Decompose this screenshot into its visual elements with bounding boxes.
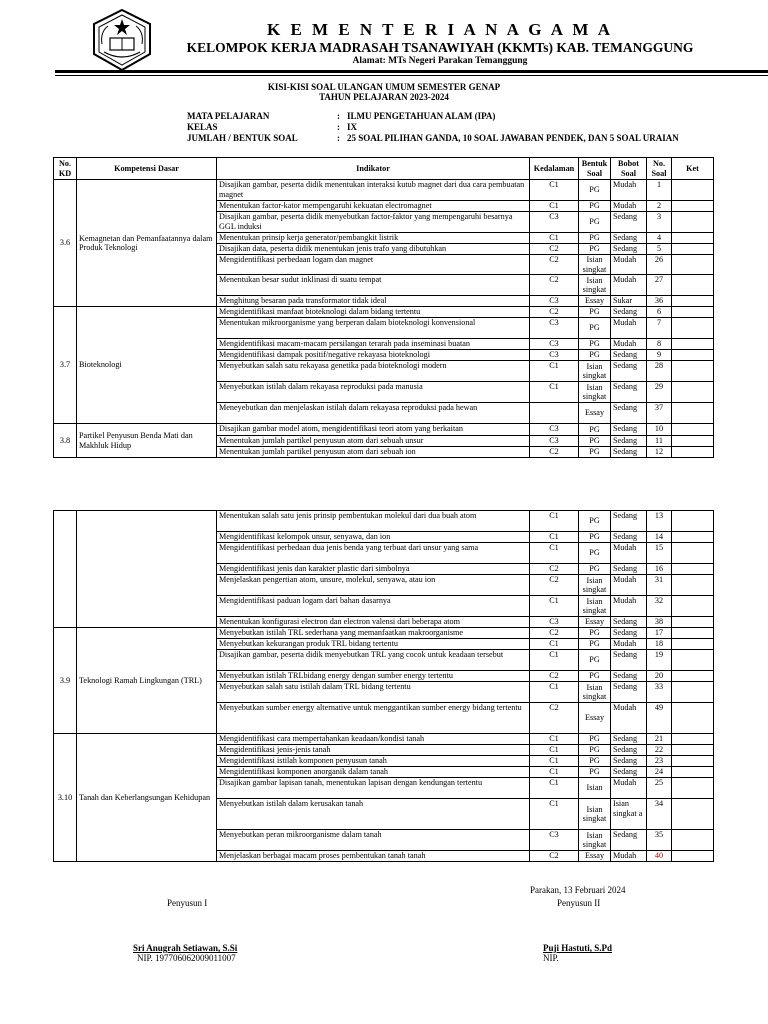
weight-cell: Sedang [611,382,647,403]
meta-label: KELAS [187,122,218,132]
note-cell [672,543,714,564]
question-number-cell: 27 [647,275,672,296]
note-cell [672,447,714,458]
indicator-cell: Menentukan factor-kator mempengaruhi kekuatan electromagnet [217,201,530,212]
depth-cell: C3 [530,830,579,851]
question-number-cell: 19 [647,650,672,671]
note-cell [672,851,714,862]
form-cell: PG [579,564,611,575]
indicator-cell: Disajikan gambar, peserta didik menentukan interaksi kutub magnet dari dua cara pembuatan magnet [217,180,530,201]
question-number-cell: 17 [647,628,672,639]
form-cell: PG [579,436,611,447]
meta-colon: : [337,111,340,121]
blueprint-table-1 [53,157,714,458]
weight-cell: Mudah [611,851,647,862]
weight-cell: Mudah [611,778,647,799]
indicator-cell: Disajikan gambar, peserta didik menyebutkan TRL yang cocok untuk keadaan tersebut [217,650,530,671]
form-cell: PG [579,233,611,244]
form-cell: Isian singkat [579,596,611,617]
weight-cell: Sedang [611,682,647,703]
question-number-cell: 10 [647,424,672,436]
weight-cell: Mudah [611,201,647,212]
depth-cell: C2 [530,244,579,255]
depth-cell [530,403,579,424]
meta-value: ILMU PENGETAHUAN ALAM (IPA) [347,111,496,121]
depth-cell: C3 [530,436,579,447]
question-number-cell: 25 [647,778,672,799]
indicator-cell: Mengidentifikasi jenis dan karakter plastic dari simbolnya [217,564,530,575]
note-cell [672,734,714,745]
weight-cell: Sedang [611,532,647,543]
note-cell [672,424,714,436]
form-cell: PG [579,639,611,650]
note-cell [672,361,714,382]
col-header-form: Bentuk Soal [579,158,611,180]
form-cell: PG [579,767,611,778]
depth-cell: C2 [530,703,579,734]
form-cell: PG [579,201,611,212]
question-number-cell: 38 [647,617,672,628]
meta-value: IX [347,122,358,132]
document-title: KISI-KISI SOAL ULANGAN UMUM SEMESTER GENAP [267,82,501,92]
competency-name: Partikel Penyusun Benda Mati dan Makhluk Hidup [77,424,217,458]
meta-value: 25 SOAL PILIHAN GANDA, 10 SOAL JAWABAN PENDEK, DAN 5 SOAL URAIAN [347,133,679,143]
weight-cell: Sedang [611,361,647,382]
indicator-cell: Menentukan jumlah partikel penyusun atom dari sebuah unsur [217,436,530,447]
col-header-weight: Bobot Soal [611,158,647,180]
depth-cell: C1 [530,756,579,767]
competency-name: Kemagnetan dan Pemanfaatannya dalam Produk Teknologi [77,180,217,307]
question-number-cell: 22 [647,745,672,756]
note-cell [672,756,714,767]
depth-cell: C1 [530,233,579,244]
note-cell [672,671,714,682]
question-number-cell: 21 [647,734,672,745]
indicator-cell: Menyebutkan peran mikroorganisme dalam tanah [217,830,530,851]
indicator-cell: Menyebutkan istilah TRLbidang energy dengan sumber energy tertentu [217,671,530,682]
question-number-cell: 23 [647,756,672,767]
question-number-cell: 40 [647,851,672,862]
question-number-cell: 37 [647,403,672,424]
ministry-emblem-icon [90,8,154,72]
indicator-cell: Menentukan mikroorganisme yang berperan dalam bioteknologi konvensional [217,318,530,339]
weight-cell: Sedang [611,233,647,244]
kd-number: 3.9 [54,628,77,734]
competency-name: Tanah dan Keberlangsungan Kehidupan [77,734,217,862]
form-cell: Essay [579,403,611,424]
weight-cell: Mudah [611,275,647,296]
form-cell: PG [579,650,611,671]
weight-cell: Sedang [611,734,647,745]
question-number-cell: 20 [647,671,672,682]
question-number-cell: 31 [647,575,672,596]
weight-cell: Mudah [611,703,647,734]
header-rule [55,70,768,73]
question-number-cell: 24 [647,767,672,778]
meta-label: JUMLAH / BENTUK SOAL [187,133,298,143]
note-cell [672,318,714,339]
depth-cell: C1 [530,543,579,564]
note-cell [672,275,714,296]
question-number-cell: 36 [647,296,672,307]
form-cell: Essay [579,851,611,862]
weight-cell: Mudah [611,575,647,596]
form-cell: Isian singkat [579,275,611,296]
indicator-cell: Menyebutkan istilah dalam rekayasa reproduksi pada manusia [217,382,530,403]
question-number-cell: 7 [647,318,672,339]
form-cell: PG [579,339,611,350]
kd-number: 3.10 [54,734,77,862]
weight-cell: Mudah [611,596,647,617]
indicator-cell: Disajikan gambar lapisan tanah, menentukan lapisan dengan kendungan tertentu [217,778,530,799]
form-cell: PG [579,318,611,339]
depth-cell: C2 [530,671,579,682]
depth-cell: C1 [530,767,579,778]
question-number-cell: 18 [647,639,672,650]
kd-number: 3.6 [54,180,77,307]
indicator-cell: Mengidentifikasi istilah komponen penyusun tanah [217,756,530,767]
form-cell: Essay [579,296,611,307]
depth-cell: C3 [530,296,579,307]
question-number-cell: 9 [647,350,672,361]
note-cell [672,596,714,617]
depth-cell: C1 [530,382,579,403]
form-cell: PG [579,671,611,682]
indicator-cell: Menyebutkan sumber energy alternative untuk menggantikan sumber energy bidang tertentu [217,703,530,734]
indicator-cell: Mengidentifikasi paduan logam dari bahan dasarnya [217,596,530,617]
competency-name: Teknologi Ramah Lingkungan (TRL) [77,628,217,734]
form-cell: PG [579,734,611,745]
question-number-cell: 28 [647,361,672,382]
form-cell: PG [579,350,611,361]
depth-cell: C1 [530,639,579,650]
question-number-cell: 32 [647,596,672,617]
note-cell [672,244,714,255]
indicator-cell: Mengidentifikasi perbedaan dua jenis benda yang terbuat dari unsur yang sama [217,543,530,564]
indicator-cell: Disajikan gambar, peserta didik menyebutkan factor-faktor yang mempengaruhi besarnya GGL induksi [217,212,530,233]
depth-cell: C3 [530,424,579,436]
note-cell [672,617,714,628]
indicator-cell: Menentukan salah satu jenis prinsip pembentukan molekul dari dua buah atom [217,511,530,532]
depth-cell: C1 [530,778,579,799]
depth-cell: C3 [530,212,579,233]
weight-cell: Sedang [611,671,647,682]
indicator-cell: Mengidentifikasi perbedaan logam dan magnet [217,255,530,275]
author2-name: Puji Hastuti, S.Pd [543,943,613,953]
form-cell: Isian singkat [579,361,611,382]
indicator-cell: Mengidentifikasi dampak positif/negative rekayasa bioteknologi [217,350,530,361]
note-cell [672,532,714,543]
weight-cell: Sedang [611,447,647,458]
author1-nip: NIP. 197706062009011007 [137,953,236,963]
depth-cell: C2 [530,628,579,639]
author1-role: Penyusun I [167,898,208,908]
weight-cell: Sedang [611,350,647,361]
note-cell [672,233,714,244]
weight-cell: Sedang [611,564,647,575]
note-cell [672,778,714,799]
indicator-cell: Menjelaskan pengertian atom, unsure, molekul, senyawa, atau ion [217,575,530,596]
question-number-cell: 5 [647,244,672,255]
weight-cell: Mudah [611,180,647,201]
note-cell [672,350,714,361]
note-cell [672,436,714,447]
weight-cell: Sedang [611,617,647,628]
form-cell: PG [579,447,611,458]
table-row [54,180,714,201]
weight-cell: Mudah [611,543,647,564]
competency-name [77,511,217,628]
question-number-cell: 29 [647,382,672,403]
form-cell: Isian singkat [579,830,611,851]
weight-cell: Sedang [611,424,647,436]
indicator-cell: Menghitung besaran pada transformator tidak ideal [217,296,530,307]
depth-cell: C1 [530,201,579,212]
address: Alamat: MTs Negeri Parakan Temanggung [352,56,528,66]
weight-cell: Sedang [611,403,647,424]
indicator-cell: Menentukan prinsip kerja generator/pembangkit listrik [217,233,530,244]
depth-cell: C2 [530,575,579,596]
depth-cell: C2 [530,851,579,862]
note-cell [672,382,714,403]
form-cell: PG [579,628,611,639]
note-cell [672,403,714,424]
weight-cell: Sedang [611,628,647,639]
note-cell [672,628,714,639]
note-cell [672,639,714,650]
note-cell [672,255,714,275]
note-cell [672,575,714,596]
depth-cell: C3 [530,339,579,350]
meta-colon: : [337,133,340,143]
question-number-cell: 1 [647,180,672,201]
form-cell: PG [579,756,611,767]
note-cell [672,296,714,307]
form-cell: Isian [579,778,611,799]
depth-cell: C1 [530,180,579,201]
question-number-cell: 33 [647,682,672,703]
weight-cell: Sedang [611,511,647,532]
note-cell [672,745,714,756]
blueprint-table-2 [53,510,714,862]
form-cell: PG [579,424,611,436]
note-cell [672,212,714,233]
indicator-cell: Menyebutkan istilah dalam kerusakan tanah [217,799,530,830]
indicator-cell: Disajikan data, peserta didik menentukan jenis trafo yang dibutuhkan [217,244,530,255]
weight-cell: Sedang [611,244,647,255]
note-cell [672,339,714,350]
note-cell [672,703,714,734]
weight-cell: Sedang [611,436,647,447]
question-number-cell: 15 [647,543,672,564]
weight-cell: Sedang [611,756,647,767]
table-header-row [54,158,714,180]
indicator-cell: Mengidentifikasi cara mempertahankan keadaan/kondisi tanah [217,734,530,745]
depth-cell: C1 [530,745,579,756]
depth-cell: C1 [530,532,579,543]
form-cell: PG [579,180,611,201]
indicator-cell: Menyebutkan istilah TRL sederhana yang memanfaatkan makroorganisme [217,628,530,639]
author1-name: Sri Anugrah Setiawan, S.Si [133,943,238,953]
header-rule-thin [55,75,768,76]
meta-label: MATA PELAJARAN [187,111,270,121]
table-row [54,734,714,745]
weight-cell: Sedang [611,307,647,318]
place-date: Parakan, 13 Februari 2024 [530,885,626,895]
depth-cell: C1 [530,650,579,671]
question-number-cell: 6 [647,307,672,318]
meta-colon: : [337,122,340,132]
note-cell [672,799,714,830]
depth-cell: C1 [530,511,579,532]
indicator-cell: Menyebutkan salah satu istilah dalam TRL bidang tertentu [217,682,530,703]
table-row [54,628,714,639]
form-cell: PG [579,532,611,543]
author2-nip: NIP. [543,953,559,963]
table-row [54,307,714,318]
question-number-cell: 35 [647,830,672,851]
indicator-cell: Mengidentifikasi komponen anorganik dalam tanah [217,767,530,778]
form-cell: Isian singkat [579,382,611,403]
depth-cell: C3 [530,350,579,361]
author2-role: Penyusun II [557,898,601,908]
note-cell [672,767,714,778]
depth-cell: C1 [530,682,579,703]
form-cell: PG [579,511,611,532]
weight-cell: Sedang [611,650,647,671]
col-header-competency: Kompetensi Dasar [77,158,217,180]
form-cell: Essay [579,703,611,734]
form-cell: Isian singkat [579,255,611,275]
form-cell: PG [579,543,611,564]
indicator-cell: Menyebutkan salah satu rekayasa genetika pada bioteknologi modern [217,361,530,382]
question-number-cell: 16 [647,564,672,575]
note-cell [672,511,714,532]
form-cell: Isian singkat [579,682,611,703]
indicator-cell: Mengidentifikasi jenis-jenis tanah [217,745,530,756]
col-header-depth: Kedalaman [530,158,579,180]
document-year: TAHUN PELAJARAN 2023-2024 [319,92,449,102]
note-cell [672,650,714,671]
note-cell [672,830,714,851]
indicator-cell: Meneyebutkan dan menjelaskan istilah dalam rekayasa reproduksi pada hewan [217,403,530,424]
indicator-cell: Mengidentifikasi kelompok unsur, senyawa, dan ion [217,532,530,543]
question-number-cell: 8 [647,339,672,350]
form-cell: Essay [579,617,611,628]
ministry-name: K E M E N T E R I A N A G A M A [266,20,614,39]
kd-number [54,511,77,628]
group-name: KELOMPOK KERJA MADRASAH TSANAWIYAH (KKMTs) KAB. TEMANGGUNG [186,40,694,55]
depth-cell: C2 [530,307,579,318]
weight-cell: Mudah [611,339,647,350]
question-number-cell: 14 [647,532,672,543]
col-header-number: No. Soal [647,158,672,180]
competency-name: Bioteknologi [77,307,217,424]
col-header-indicator: Indikator [217,158,530,180]
question-number-cell: 2 [647,201,672,212]
depth-cell: C2 [530,564,579,575]
form-cell: PG [579,307,611,318]
indicator-cell: Disajikan gambar model atom, mengidentifikasi teori atom yang berkaitan [217,424,530,436]
indicator-cell: Menjelaskan berbagai macam proses pembentukan tanah tanah [217,851,530,862]
weight-cell: Isian singkat a [611,799,647,830]
depth-cell: C3 [530,617,579,628]
note-cell [672,564,714,575]
kd-number: 3.8 [54,424,77,458]
depth-cell: C2 [530,255,579,275]
depth-cell: C2 [530,447,579,458]
note-cell [672,201,714,212]
weight-cell: Sukar [611,296,647,307]
indicator-cell: Menentukan besar sudut inklinasi di suatu tempat [217,275,530,296]
col-header-kd: No. KD [54,158,77,180]
form-cell: PG [579,745,611,756]
weight-cell: Sedang [611,830,647,851]
note-cell [672,682,714,703]
weight-cell: Sedang [611,212,647,233]
question-number-cell: 34 [647,799,672,830]
form-cell: PG [579,244,611,255]
question-number-cell: 12 [647,447,672,458]
indicator-cell: Menyebutkan kekurangan produk TRL bidang tertentu [217,639,530,650]
weight-cell: Sedang [611,767,647,778]
weight-cell: Mudah [611,255,647,275]
depth-cell: C1 [530,734,579,745]
depth-cell: C2 [530,275,579,296]
indicator-cell: Menentukan konfigurasi electron dan electron valensi dari beberapa atom [217,617,530,628]
question-number-cell: 4 [647,233,672,244]
weight-cell: Mudah [611,639,647,650]
question-number-cell: 49 [647,703,672,734]
indicator-cell: Mengidentifikasi macam-macam persilangan terarah pada inseminasi buatan [217,339,530,350]
form-cell: Isian singkat [579,799,611,830]
depth-cell: C1 [530,799,579,830]
note-cell [672,180,714,201]
kd-number: 3.7 [54,307,77,424]
form-cell: Isian singkat [579,575,611,596]
col-header-note: Ket [672,158,714,180]
indicator-cell: Menentukan jumlah partikel penyusun atom dari sebuah ion [217,447,530,458]
table-row [54,424,714,436]
note-cell [672,307,714,318]
depth-cell: C1 [530,361,579,382]
table-row [54,511,714,532]
depth-cell: C3 [530,318,579,339]
question-number-cell: 3 [647,212,672,233]
question-number-cell: 26 [647,255,672,275]
indicator-cell: Mengidentifikasi manfaat bioteknologi dalam bidang tertentu [217,307,530,318]
weight-cell: Mudah [611,318,647,339]
question-number-cell: 13 [647,511,672,532]
question-number-cell: 11 [647,436,672,447]
depth-cell: C1 [530,596,579,617]
form-cell: PG [579,212,611,233]
weight-cell: Sedang [611,745,647,756]
